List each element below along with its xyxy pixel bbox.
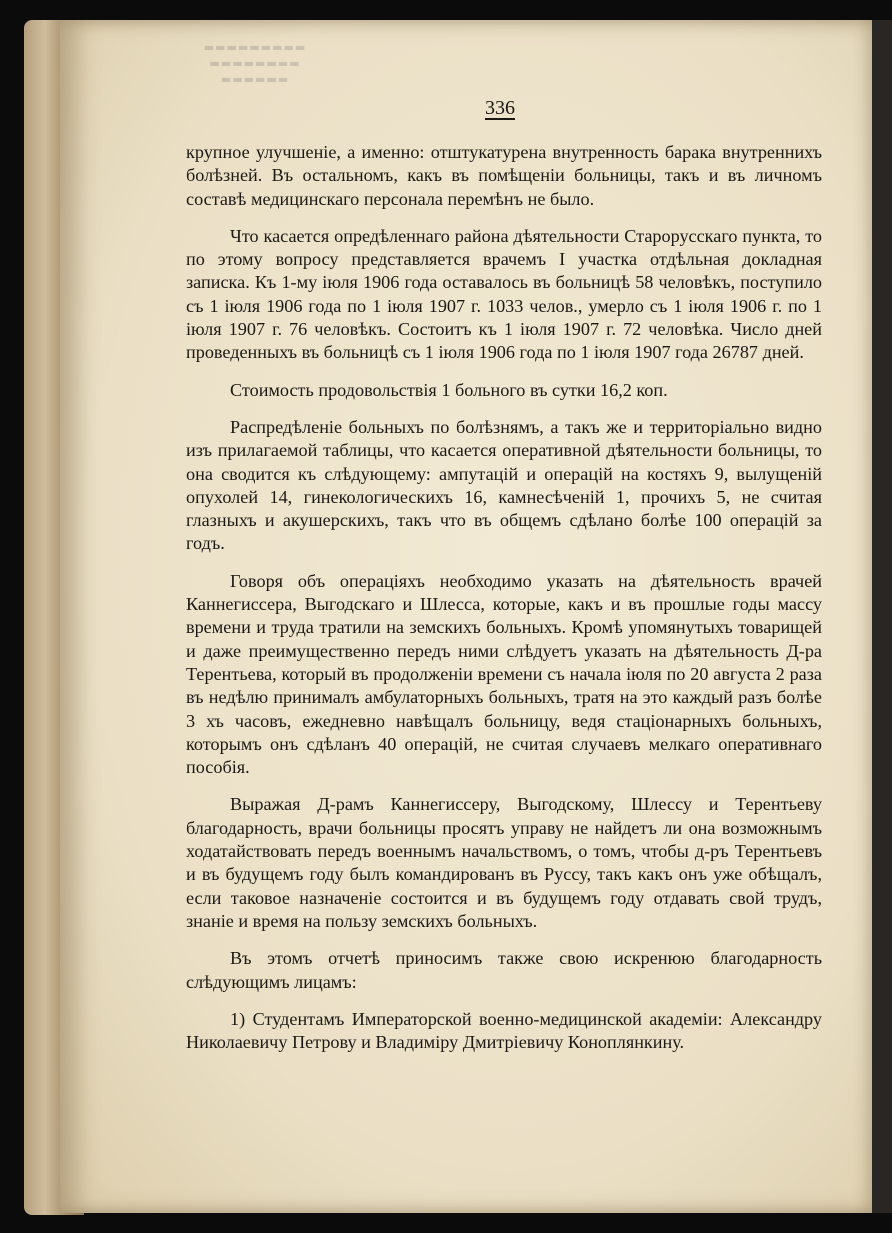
- paragraph-acknowledgements: Въ этомъ отчетѣ приносимъ также свою искренюю благодарность слѣдующимъ лицамъ:: [186, 948, 822, 992]
- paragraph-operations-summary: Распредѣленiе больныхъ по болѣзнямъ, а такъ же и территорiально видно изъ прилагаемой таблицы, что касается оперативной дѣятельности больницы, то она сводится къ слѣдующему: ампутацiй и операцiй на костяхъ 9, вылущенiй опухолей 14, гинекологическихъ 16, камнесѣченiй 1, прочихъ 5, не считая глазныхъ и акушерскихъ, такъ что въ общемъ сдѣлано болѣе 100 операцiй за годъ.: [186, 416, 822, 554]
- bleed-through-stamp: ▬▬▬▬▬▬ ▬▬▬▬▬▬▬▬ ▬▬▬▬▬▬▬▬▬: [203, 42, 307, 87]
- paragraph-students-list: 1) Студентамъ Императорской военно-медицинской академiи: Александру Николаевичу Петрову и Владимiру Дмитрiевичу Коноплянкину.: [186, 1008, 822, 1053]
- paragraph-hospital-statistics: Что касается опредѣленнаго района дѣятельности Старорусскаго пункта, то по этому вопросу представляется врачемъ I участка отдѣльная докладная записка. Къ 1-му iюля 1906 года оставалось въ больницѣ 58 человѣкъ, поступило съ 1 iюля 1906 года по 1 iюля 1907 г. 1033 челов., умерло съ 1 iюля 1906 г. по 1 iюля 1907 г. 76 человѣкъ. Состоитъ къ 1 iюля 1907 г. 72 человѣка. Число дней проведенныхъ въ больницѣ съ 1 iюля 1906 года по 1 iюля 1907 года 26787 дней.: [186, 225, 822, 363]
- page-body-text: [186, 141, 822, 1054]
- page-number: 336: [485, 97, 515, 119]
- scan-background-strip: [872, 20, 892, 1213]
- paragraph-food-cost: Стоимость продовольствiя 1 больного въ сутки 16,2 коп.: [230, 379, 668, 400]
- paragraph-doctors-activity: Говоря объ операцiяхъ необходимо указать на дѣятельность врачей Каннегиссера, Выгодскаго и Шлесса, которые, какъ и въ прошлые годы массу времени и труда тратили на земскихъ больныхъ. Кромѣ упомянутыхъ товарищей и даже преимущественно передъ ними слѣдуетъ указать на дѣятельность Д-ра Терентьева, который въ продолженiи времени съ начала iюля по 20 августа 2 раза въ недѣлю принималъ амбулаторныхъ больныхъ, тратя на это каждый разъ болѣе 3 хъ часовъ, ежедневно навѣщалъ больницу, ведя стацiонарныхъ больныхъ, которымъ онъ сдѣланъ 40 операцiй, не считая случаевъ мелкаго оперативнаго пособiя.: [186, 570, 822, 778]
- paragraph-continued: крупное улучшенiе, а именно: отштукатурена внутренность барака внутреннихъ болѣзней. Въ остальномъ, какъ въ помѣщенiи больницы, такъ и въ личномъ составѣ медицинскаго персонала перемѣнъ не было.: [186, 142, 822, 209]
- paragraph-gratitude-request: Выражая Д-рамъ Каннегиссеру, Выгодскому, Шлессу и Терентьеву благодарность, врачи больницы просятъ управу не найдетъ ли она возможнымъ ходатайствовать передъ военнымъ начальствомъ, о томъ, чтобы д-ръ Терентьевъ и въ будущемъ году былъ командированъ въ Руссу, такъ какъ онъ уже обѣщалъ, если таковое назначенiе состоится и въ будущемъ году отдавать свой трудъ, знанiе и время на пользу земскихъ больныхъ.: [186, 794, 822, 931]
